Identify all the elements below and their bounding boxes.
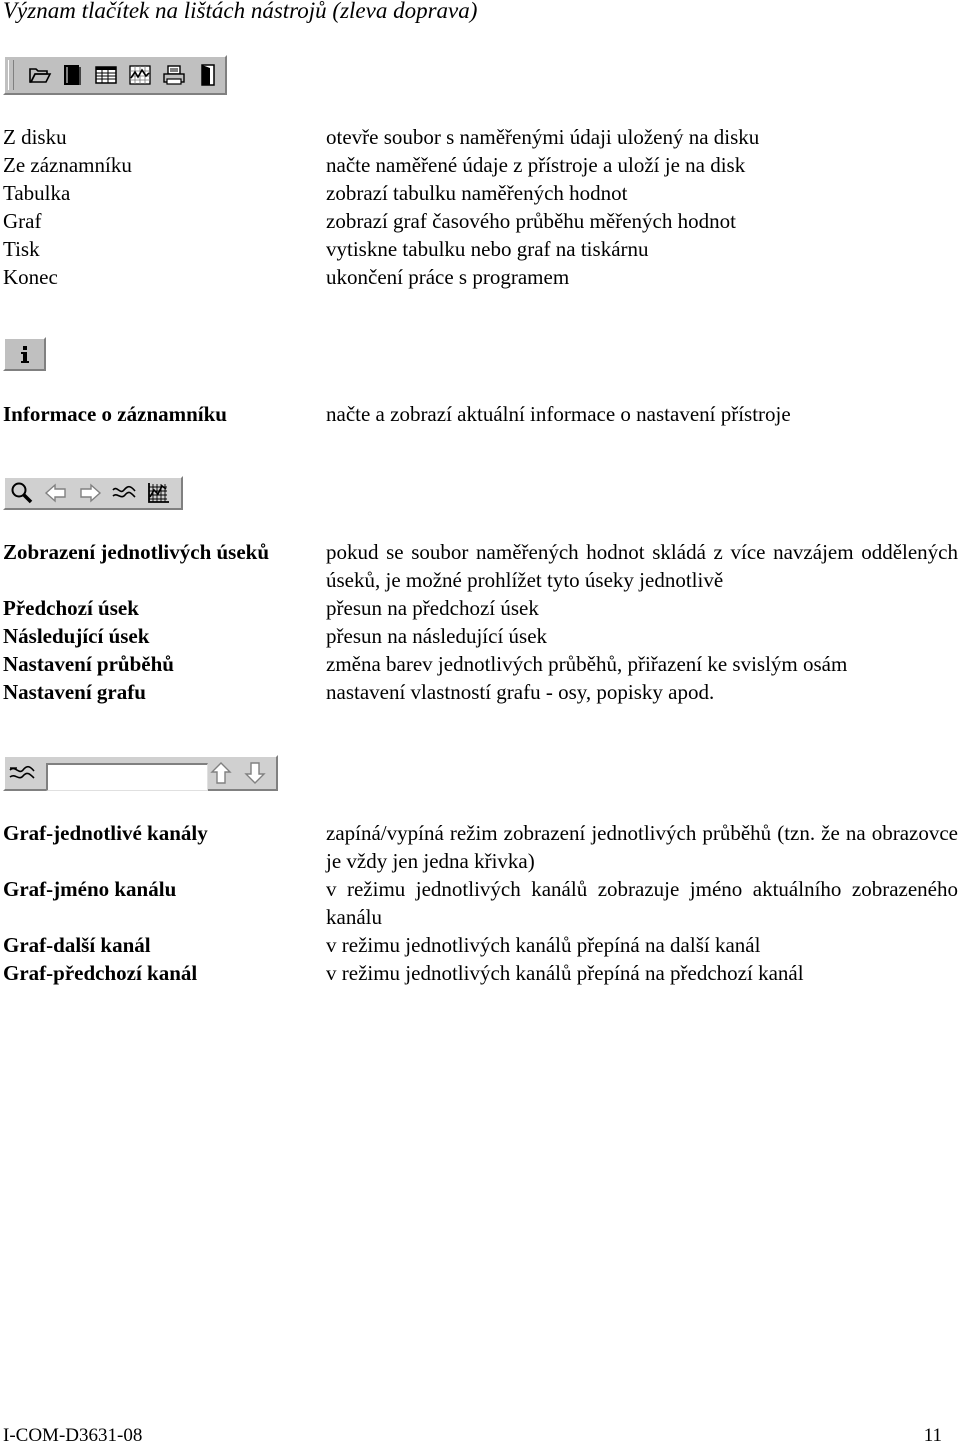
channel-toolbar bbox=[3, 755, 278, 791]
item-description: přesun na následující úsek bbox=[326, 624, 548, 648]
book-icon[interactable] bbox=[57, 62, 87, 88]
document-id: I-COM-D3631-08 bbox=[3, 1425, 143, 1446]
list-item bbox=[0, 622, 960, 650]
item-label: Informace o záznamníku bbox=[3, 402, 227, 426]
item-label: Předchozí úsek bbox=[3, 596, 139, 620]
list-item bbox=[0, 594, 960, 622]
list-item bbox=[0, 235, 960, 263]
item-description: zapíná/vypíná režim zobrazení jednotlivých průběhů (tzn. že na obrazovce je vždy jen jedna křivka) bbox=[326, 821, 958, 873]
list-item bbox=[0, 819, 960, 875]
arrow-left-icon[interactable] bbox=[41, 480, 71, 506]
item-description: pokud se soubor naměřených hodnot skládá z více navzájem oddělených úseků, je možné prohlížet tyto úseky jednotlivě bbox=[326, 540, 958, 592]
item-label: Z disku bbox=[3, 125, 67, 149]
item-label: Nastavení průběhů bbox=[3, 652, 174, 676]
page-number: 11 bbox=[923, 1425, 942, 1446]
page-title: Význam tlačítek na lištách nástrojů (zleva doprava) bbox=[3, 0, 478, 23]
section-channel-commands bbox=[0, 819, 960, 987]
arrow-right-icon[interactable] bbox=[75, 480, 105, 506]
list-item bbox=[0, 123, 960, 151]
arrow-down-icon[interactable] bbox=[240, 760, 270, 786]
item-description: nastavení vlastností grafu - osy, popisky apod. bbox=[326, 680, 715, 704]
graph-toolbar bbox=[3, 476, 183, 510]
section-file-commands bbox=[0, 123, 960, 291]
exit-door-icon[interactable] bbox=[193, 62, 223, 88]
item-description: v režimu jednotlivých kanálů přepíná na další kanál bbox=[326, 933, 761, 957]
list-item bbox=[0, 538, 960, 594]
channel-name-field[interactable] bbox=[46, 763, 208, 791]
section-graph-navigation bbox=[0, 538, 960, 706]
item-description: ukončení práce s programem bbox=[326, 265, 570, 289]
list-item bbox=[0, 179, 960, 207]
list-item bbox=[0, 151, 960, 179]
item-label: Následující úsek bbox=[3, 624, 150, 648]
item-label: Ze záznamníku bbox=[3, 153, 132, 177]
table-icon[interactable] bbox=[91, 62, 121, 88]
item-label: Graf-další kanál bbox=[3, 933, 151, 957]
list-item bbox=[0, 650, 960, 678]
arrow-up-icon[interactable] bbox=[206, 760, 236, 786]
item-label: Nastavení grafu bbox=[3, 680, 146, 704]
list-item bbox=[0, 959, 960, 987]
item-description: přesun na předchozí úsek bbox=[326, 596, 539, 620]
item-label: Zobrazení jednotlivých úseků bbox=[3, 540, 270, 564]
graph-icon[interactable] bbox=[125, 62, 155, 88]
item-description: vytiskne tabulku nebo graf na tiskárnu bbox=[326, 237, 649, 261]
printer-icon[interactable] bbox=[159, 62, 189, 88]
curves-settings-icon[interactable] bbox=[109, 480, 139, 506]
toolbar-grip[interactable] bbox=[8, 60, 14, 90]
section-recorder-info bbox=[0, 400, 960, 428]
item-description: v režimu jednotlivých kanálů zobrazuje jméno aktuálního zobrazeného kanálu bbox=[326, 877, 958, 929]
item-description: změna barev jednotlivých průběhů, přiřazení ke svislým osám bbox=[326, 652, 848, 676]
main-toolbar bbox=[3, 55, 227, 95]
list-item bbox=[0, 400, 960, 428]
item-label: Graf-předchozí kanál bbox=[3, 961, 198, 985]
list-item bbox=[0, 931, 960, 959]
item-label: Tisk bbox=[3, 237, 40, 261]
folder-open-icon[interactable] bbox=[25, 62, 55, 88]
item-description: zobrazí graf časového průběhu měřených hodnot bbox=[326, 209, 736, 233]
item-description: v režimu jednotlivých kanálů přepíná na předchozí kanál bbox=[326, 961, 804, 985]
info-toolbar bbox=[3, 337, 46, 371]
list-item bbox=[0, 207, 960, 235]
item-label: Graf-jednotlivé kanály bbox=[3, 821, 208, 845]
single-channel-icon[interactable] bbox=[7, 760, 37, 786]
item-label: Graf-jméno kanálu bbox=[3, 877, 177, 901]
item-label: Konec bbox=[3, 265, 58, 289]
zoom-icon[interactable] bbox=[7, 480, 37, 506]
item-description: načte a zobrazí aktuální informace o nastavení přístroje bbox=[326, 402, 791, 426]
info-icon[interactable] bbox=[10, 341, 40, 367]
list-item bbox=[0, 678, 960, 706]
item-description: načte naměřené údaje z přístroje a uloží je na disk bbox=[326, 153, 746, 177]
list-item bbox=[0, 263, 960, 291]
graph-settings-icon[interactable] bbox=[143, 480, 173, 506]
list-item bbox=[0, 875, 960, 931]
item-label: Graf bbox=[3, 209, 42, 233]
item-description: zobrazí tabulku naměřených hodnot bbox=[326, 181, 628, 205]
item-description: otevře soubor s naměřenými údaji uložený na disku bbox=[326, 125, 760, 149]
item-label: Tabulka bbox=[3, 181, 71, 205]
